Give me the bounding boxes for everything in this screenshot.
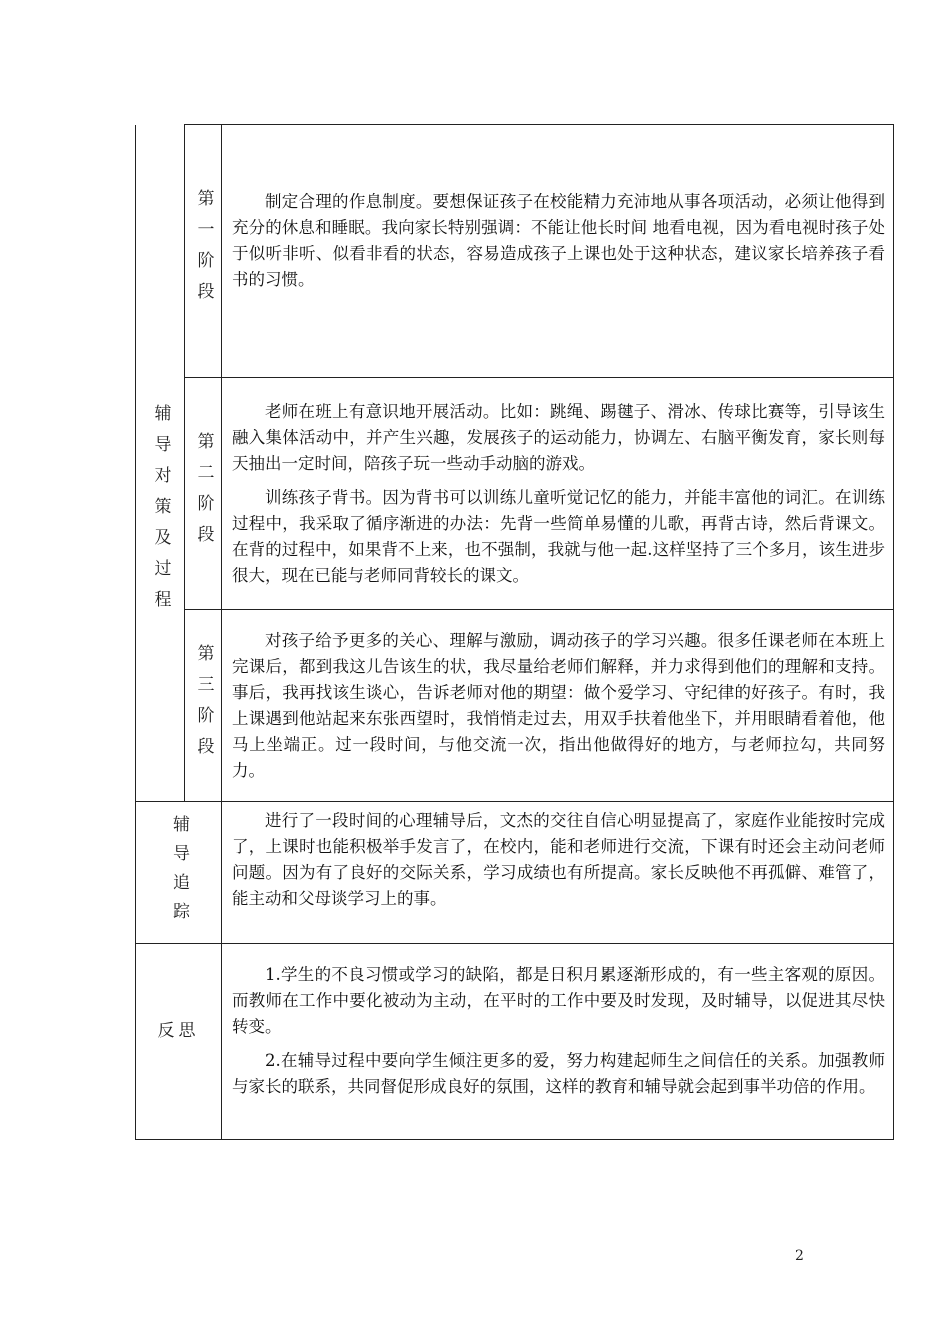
reflection-content (222, 944, 894, 1140)
reflection-label-cell (136, 944, 222, 1140)
tracking-label: 辅导追踪 (169, 814, 189, 931)
tracking-paragraph-1: 进行了一段时间的心理辅导后，文杰的交往自信心明显提高了，家庭作业能按时完成了，上课时也能积极举手发言了，在校内，能和老师进行交流，下课有时还会主动问老师问题。因为有了良好的交际关系，学习成绩也有所提高。家长反映他不再孤僻、难管了，能主动和父母谈学习上的事。 (232, 811, 885, 908)
stage-1-paragraph-1: 制定合理的作息制度。要想保证孩子在校能精力充沛地从事各项活动，必须让他得到充分的休息和睡眠。我向家长特别强调：不能让他长时间 地看电视，因为看电视时孩子处于似听非听、似看非看的状态，容易造成孩子上课也处于这种状态，建议家长培养孩子看书的习惯。 (232, 192, 885, 289)
stage-3-content (222, 610, 894, 802)
stage-2-label-cell (185, 378, 222, 610)
stage-2-content (222, 378, 894, 610)
tracking-content (222, 802, 894, 944)
section-label-cell (136, 125, 185, 802)
reflection-label: 反思 (157, 1021, 200, 1041)
tracking-label-cell (136, 802, 222, 944)
page-number: 2 (795, 1248, 804, 1264)
stage-3-label: 第三阶段 (193, 643, 214, 768)
stage-1-label: 第一阶段 (193, 189, 214, 313)
reflection-paragraph-2: 2.在辅导过程中要向学生倾注更多的爱，努力构建起师生之间信任的关系。加强教师与家长的联系，共同督促形成良好的氛围，这样的教育和辅导就会起到事半功倍的作用。 (232, 1051, 885, 1096)
stage-3-label-cell (185, 610, 222, 802)
counseling-table (135, 124, 894, 1140)
stage-2-paragraph-1: 老师在班上有意识地开展活动。比如：跳绳、踢毽子、滑冰、传球比赛等，引导该生融入集体活动中，并产生兴趣，发展孩子的运动能力，协调左、右脑平衡发育，家长则每天抽出一定时间，陪孩子玩一些动手动脑的游戏。 (232, 401, 885, 473)
stage-1-content (222, 125, 894, 378)
section-label: 辅导对策及过程 (150, 404, 171, 622)
stage-2-paragraph-2: 训练孩子背书。因为背书可以训练儿童听觉记忆的能力，并能丰富他的词汇。在训练过程中，我采取了循序渐进的办法：先背一些简单易懂的儿歌，再背古诗，然后背课文。在背的过程中，如果背不上来，也不强制，我就与他一起.这样坚持了三个多月，该生进步很大，现在已能与老师同背较长的课文。 (232, 487, 885, 585)
reflection-paragraph-1: 1.学生的不良习惯或学习的缺陷，都是日积月累逐渐形成的，有一些主客观的原因。而教师在工作中要化被动为主动，在平时的工作中要及时发现，及时辅导，以促进其尽快转变。 (232, 965, 885, 1036)
stage-3-paragraph-1: 对孩子给予更多的关心、理解与激励，调动孩子的学习兴趣。很多任课老师在本班上完课后，都到我这儿告该生的状，我尽量给老师们解释，并力求得到他们的理解和支持。事后，我再找该生谈心，告诉老师对他的期望：做个爱学习、守纪律的好孩子。有时，我上课遇到他站起来东张西望时，我悄悄走过去，用双手扶着他坐下，并用眼睛看着他，他马上坐端正。过一段时间，与他交流一次，指出他做得好的地方，与老师拉勾，共同努力。 (232, 630, 885, 780)
stage-2-label: 第二阶段 (193, 431, 214, 556)
stage-1-label-cell (185, 125, 222, 378)
